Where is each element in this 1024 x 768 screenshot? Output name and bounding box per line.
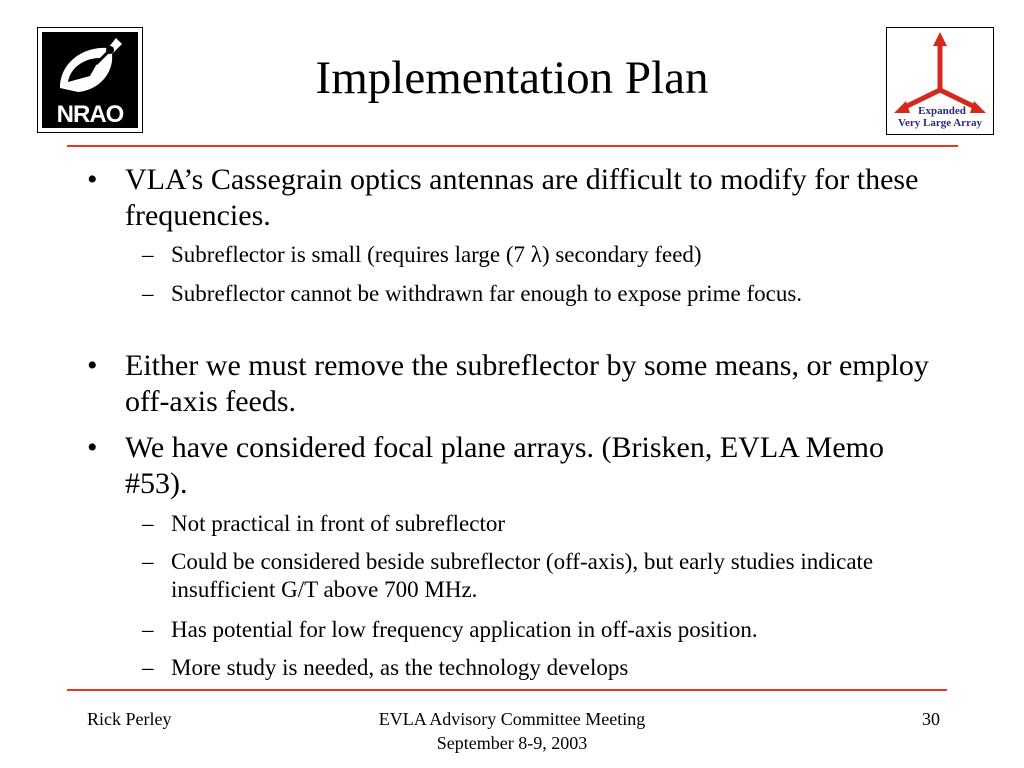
slide-title: Implementation Plan <box>315 52 709 104</box>
bullet-text: Subreflector is small (requires large (7 λ) secondary feed) <box>171 242 702 267</box>
nrao-logo-text: NRAO <box>56 101 124 128</box>
bullet-text: More study is needed, as the technology develops <box>171 655 629 680</box>
list-item <box>142 510 902 538</box>
footer-event-title: EVLA Advisory Committee Meeting <box>378 709 646 729</box>
bullet-text: Not practical in front of subreflector <box>171 511 506 536</box>
bullet-dash: – <box>142 281 154 306</box>
bullet-text: Either we must remove the subreflector by some means, or employ off-axis feeds. <box>125 349 929 418</box>
page-number: 30 <box>922 709 940 729</box>
evla-logo-graphic <box>887 28 993 134</box>
evla-logo-line2: Very Large Array <box>898 117 982 129</box>
list-item <box>87 348 937 420</box>
bullet-dash: – <box>142 617 154 642</box>
bullet-dash: – <box>142 549 154 574</box>
footer-event-date: September 8-9, 2003 <box>436 733 588 753</box>
title-divider <box>67 145 958 147</box>
list-item <box>87 430 937 502</box>
bullet-text: We have considered focal plane arrays. (Brisken, EVLA Memo #53). <box>125 431 884 500</box>
list-item <box>142 616 902 644</box>
bullet-dash: – <box>142 655 154 680</box>
footer-event <box>312 707 712 755</box>
bullet-dash: – <box>142 242 154 267</box>
list-item <box>142 654 902 682</box>
list-item <box>87 162 937 234</box>
footer-divider <box>67 689 947 691</box>
bullet-dot: • <box>87 349 98 382</box>
nrao-logo <box>37 27 143 133</box>
footer-author: Rick Perley <box>87 709 172 729</box>
bullet-text: Has potential for low frequency application in off-axis position. <box>171 617 758 642</box>
bullet-dot: • <box>87 431 98 464</box>
bullet-dash: – <box>142 511 154 536</box>
list-item <box>142 280 902 308</box>
evla-logo <box>886 27 994 135</box>
nrao-logo-graphic <box>38 28 142 132</box>
bullet-text: Subreflector cannot be withdrawn far enough to expose prime focus. <box>171 281 803 306</box>
bullet-text: Could be considered beside subreflector (off-axis), but early studies indicate insufficient G/T above 700 MHz. <box>171 549 874 602</box>
bullet-dot: • <box>87 163 98 196</box>
evla-logo-line1: Expanded <box>918 105 966 117</box>
list-item <box>142 548 902 604</box>
list-item <box>142 241 902 269</box>
bullet-text: VLA’s Cassegrain optics antennas are difficult to modify for these frequencies. <box>125 163 919 232</box>
